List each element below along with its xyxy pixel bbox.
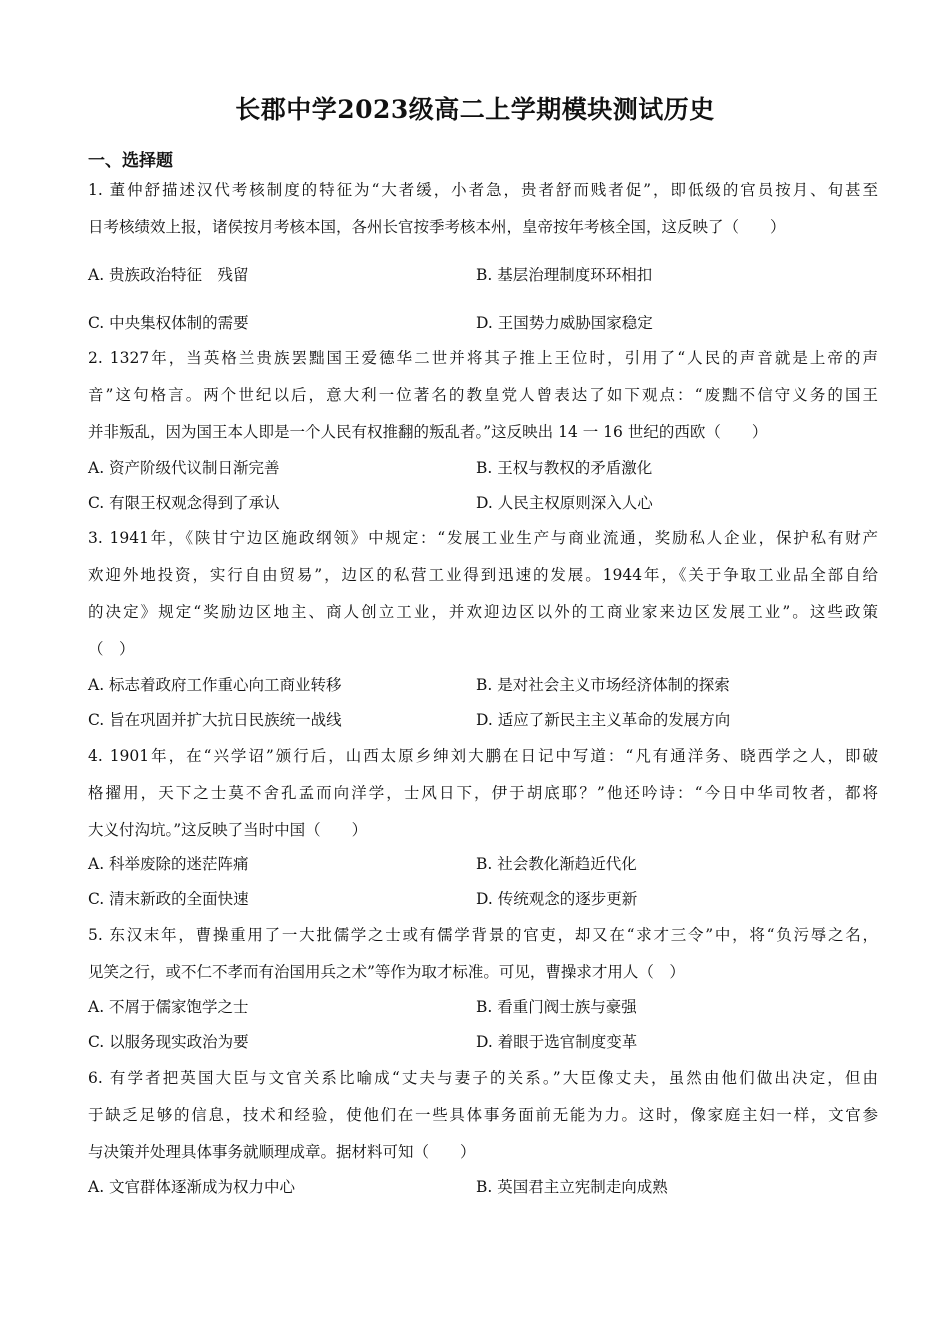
option-d[interactable]: D. 传统观念的逐步更新 <box>476 890 638 908</box>
option-a[interactable]: A. 资产阶级代议制日渐完善 <box>88 459 280 477</box>
question-text-line: 欢迎外地投资，实行自由贸易”，边区的私营工业得到迅速的发展。1944年，《关于争取工业品全部自给 <box>88 566 878 584</box>
question-text-line: 并非叛乱，因为国王本人即是一个人民有权推翻的叛乱者。”这反映出 14 一 16 世纪的西欧（ ） <box>88 423 768 441</box>
question-text-line: 格擢用，天下之士莫不舍孔孟而向洋学，士风日下，伊于胡底耶？”他还吟诗：“今日中华司牧者，都将 <box>88 784 878 802</box>
option-b[interactable]: B. 是对社会主义市场经济体制的探索 <box>476 676 730 694</box>
option-d[interactable]: D. 适应了新民主主义革命的发展方向 <box>476 711 731 729</box>
option-b[interactable]: B. 看重门阀士族与豪强 <box>476 998 637 1016</box>
option-d[interactable]: D. 王国势力威胁国家稳定 <box>476 314 653 332</box>
question-text-line: 3. 1941年，《陕甘宁边区施政纲领》中规定：“发展工业生产与商业流通，奖励私人企业，保护私有财产 <box>88 529 878 547</box>
question-text-line: 于缺乏足够的信息，技术和经验，使他们在一些具体事务面前无能为力。这时，像家庭主妇一样，文官参 <box>88 1106 878 1124</box>
question-text-line: 6. 有学者把英国大臣与文官关系比喻成“丈夫与妻子的关系。”大臣像丈夫，虽然由他们做出决定，但由 <box>88 1069 878 1087</box>
question-text-line: 5. 东汉末年，曹操重用了一大批儒学之士或有儒学背景的官吏，却又在“求才三令”中，将“负污辱之名， <box>88 926 878 944</box>
question-text-line: 1. 董仲舒描述汉代考核制度的特征为“大者缓，小者急，贵者舒而贱者促”，即低级的官员按月、旬甚至 <box>88 181 878 199</box>
option-d[interactable]: D. 人民主权原则深入人心 <box>476 494 653 512</box>
option-a[interactable]: A. 文官群体逐渐成为权力中心 <box>88 1178 296 1196</box>
option-c[interactable]: C. 中央集权体制的需要 <box>88 314 249 332</box>
option-a[interactable]: A. 贵族政治特征 残留 <box>88 266 249 284</box>
option-b[interactable]: B. 社会教化渐趋近代化 <box>476 855 637 873</box>
question-text-line: 音”这句格言。两个世纪以后，意大利一位著名的教皇党人曾表达了如下观点：“废黜不信守义务的国王 <box>88 386 878 404</box>
question-text-line: 的决定》规定“奖励边区地主、商人创立工业，并欢迎边区以外的工商业家来边区发展工业”。这些政策 <box>88 603 878 621</box>
question-text-line: 大义付沟坑。”这反映了当时中国（ ） <box>88 821 368 839</box>
question-text-line: 日考核绩效上报，诸侯按月考核本国，各州长官按季考核本州，皇帝按年考核全国，这反映了（ ） <box>88 218 786 236</box>
option-c[interactable]: C. 清末新政的全面快速 <box>88 890 249 908</box>
option-b[interactable]: B. 基层治理制度环环相扣 <box>476 266 653 284</box>
option-a[interactable]: A. 标志着政府工作重心向工商业转移 <box>88 676 342 694</box>
question-text-line: 与决策并处理具体事务就顺理成章。据材料可知（ ） <box>88 1143 476 1161</box>
option-c[interactable]: C. 以服务现实政治为要 <box>88 1033 249 1051</box>
option-d[interactable]: D. 着眼于选官制度变革 <box>476 1033 638 1051</box>
option-a[interactable]: A. 不屑于儒家饱学之士 <box>88 998 249 1016</box>
option-b[interactable]: B. 王权与教权的矛盾激化 <box>476 459 653 477</box>
question-text-line: 2. 1327年，当英格兰贵族罢黜国王爱德华二世并将其子推上王位时，引用了“人民的声音就是上帝的声 <box>88 349 878 367</box>
option-c[interactable]: C. 有限王权观念得到了承认 <box>88 494 280 512</box>
question-text-line: 4. 1901年，在“兴学诏”颁行后，山西太原乡绅刘大鹏在日记中写道：“凡有通洋务、晓西学之人，即破 <box>88 747 878 765</box>
option-c[interactable]: C. 旨在巩固并扩大抗日民族统一战线 <box>88 711 342 729</box>
section-heading: 一、选择题 <box>88 151 173 171</box>
question-text-line: （ ） <box>88 640 135 658</box>
option-a[interactable]: A. 科举废除的迷茫阵痛 <box>88 855 249 873</box>
question-text-line: 见笑之行，或不仁不孝而有治国用兵之术”等作为取才标准。可见，曹操求才用人（ ） <box>88 963 685 981</box>
page-title: 长郡中学2023级高二上学期模块测试历史 <box>235 95 715 124</box>
option-b[interactable]: B. 英国君主立宪制走向成熟 <box>476 1178 668 1196</box>
